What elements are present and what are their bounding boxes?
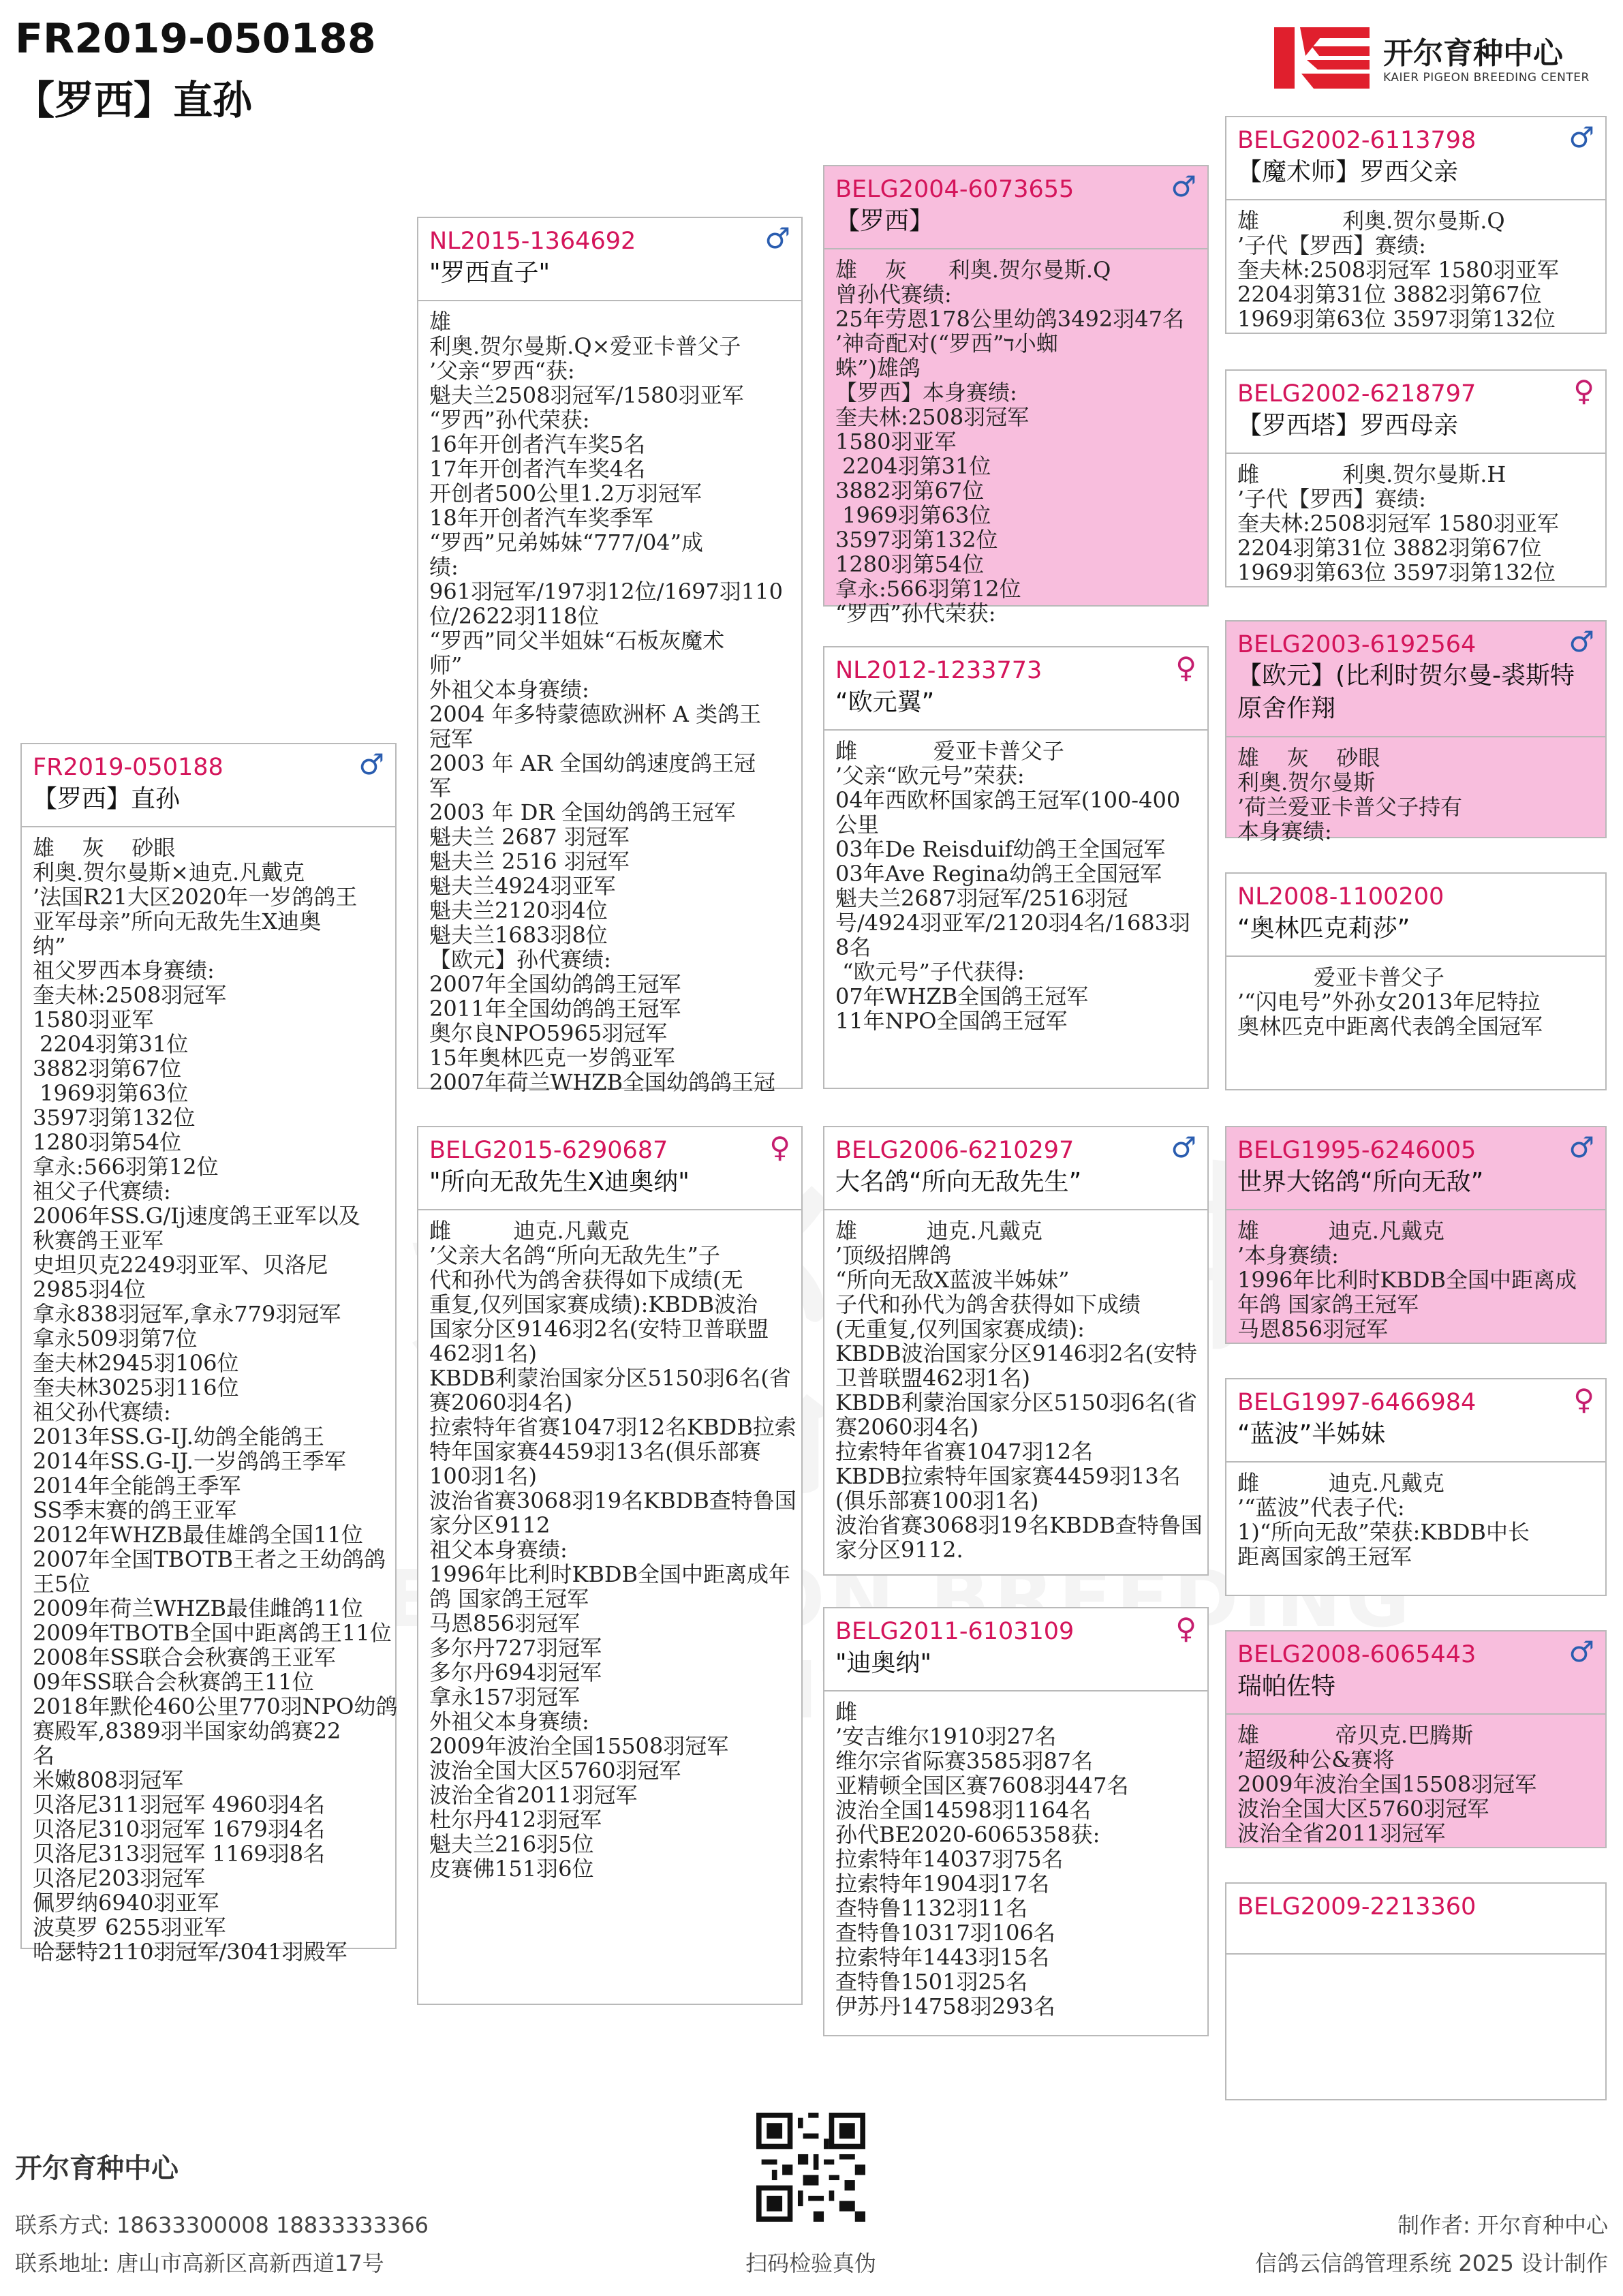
- info-line: 多尔丹694羽冠军: [429, 1659, 602, 1685]
- info-line: ’超级种公&赛将: [1237, 1747, 1395, 1773]
- card-name: 大名鸽“所向无敌先生”: [835, 1168, 1082, 1196]
- footer-org: 开尔育种中心: [15, 2153, 179, 2184]
- info-line: 伊苏丹14758羽293名: [835, 1993, 1055, 2019]
- info-line: 拉索特年省赛1047羽12名KBDB拉索: [429, 1414, 797, 1440]
- info-line: 雌 利奥.贺尔曼斯.H: [1237, 461, 1506, 487]
- info-line: 2204羽第31位: [835, 453, 991, 479]
- info-line: 【罗西】本身赛绩:: [835, 380, 1017, 405]
- info-line: 2007年全国幼鸽鸽王冠军: [429, 971, 681, 997]
- info-line: (无重复,仅列国家赛成绩):: [835, 1316, 1085, 1342]
- info-line: “罗西”孙代荣获:: [429, 407, 590, 433]
- card-dss: [1225, 1126, 1607, 1344]
- info-line: 2008年SS联合会秋赛鸽王亚军: [33, 1644, 336, 1670]
- info-line: 魁夫兰1683羽8位: [429, 922, 608, 948]
- info-line: 雄 灰 砂眼: [33, 835, 176, 861]
- info-line: (俱乐部赛100羽1名): [835, 1488, 1039, 1514]
- female-icon: ♀: [1175, 651, 1196, 684]
- male-icon: ♂: [358, 748, 384, 781]
- card-sire: [417, 217, 803, 1095]
- card-ssd: [1225, 369, 1607, 587]
- info-line: 2009年波治全国15508羽冠军: [1237, 1771, 1537, 1797]
- card-dam-sire: [823, 1126, 1209, 1576]
- info-line: 3597羽第132位: [835, 527, 998, 553]
- card-name: “奥林匹克莉莎”: [1237, 915, 1410, 943]
- card-info: [22, 827, 398, 1965]
- info-line: 波治全国大区5760羽冠军: [429, 1758, 681, 1784]
- info-line: 开创者500公里1.2万羽冠军: [429, 480, 702, 506]
- card-sire-sire: [823, 165, 1209, 626]
- info-line: 冠军: [429, 726, 474, 752]
- card-name: "迪奥纳": [835, 1649, 932, 1677]
- info-line: 拉索特年省赛1047羽12名: [835, 1439, 1094, 1465]
- info-line: 2004 年多特蒙德欧洲杯 A 类鸽王: [429, 701, 762, 727]
- card-ring: BELG2006-6210297: [835, 1137, 1075, 1164]
- info-line: 奎夫林:2508羽冠军: [835, 404, 1030, 430]
- info-line: 拿永838羽冠军,拿永779羽冠军: [33, 1301, 341, 1327]
- info-line: 03年De Reisduif幼鸽王全国冠军: [835, 836, 1166, 862]
- male-icon: ♂: [764, 221, 790, 255]
- info-line: 【欧元】孙代赛绩:: [429, 947, 611, 973]
- info-line: 佩罗纳6940羽亚军: [33, 1890, 219, 1916]
- info-line: ’父亲“欧元号”荣获:: [835, 763, 1025, 789]
- male-icon: ♂: [1171, 1131, 1196, 1164]
- footer-maker: 制作者: 开尔育种中心: [1397, 2212, 1608, 2238]
- info-line: 2204羽第31位: [33, 1031, 189, 1057]
- info-line: 2009年波治全国15508羽冠军: [429, 1733, 729, 1759]
- info-line: 祖父本身赛绩:: [429, 1537, 568, 1563]
- info-line: 拉索特年1443羽15名: [835, 1944, 1050, 1970]
- card-info: [1226, 957, 1605, 1039]
- info-line: 本身赛绩:: [1237, 818, 1332, 844]
- info-line: 距离国家鸽王冠军: [1237, 1544, 1412, 1570]
- info-line: 杜尔丹412羽冠军: [429, 1807, 602, 1833]
- kaier-logo-icon: [1274, 27, 1370, 89]
- info-line: 2013年SS.G-IJ.幼鸽全能鸽王: [33, 1424, 324, 1450]
- male-icon: ♂: [1568, 625, 1594, 658]
- card-name: 【罗西塔】罗西母亲: [1237, 412, 1459, 440]
- card-name: 【魔术师】罗西父亲: [1237, 158, 1459, 186]
- card-info: [418, 1210, 801, 1881]
- info-line: 孙代BE2020-6065358获:: [835, 1822, 1100, 1848]
- info-line: 奎夫林2945羽106位: [33, 1350, 239, 1376]
- info-line: 雄 灰 砂眼: [1237, 745, 1380, 771]
- card-name: 【欧元】(比利时贺尔曼-裘斯特原舍作翔: [1237, 662, 1575, 722]
- card-ring: NL2008-1100200: [1237, 883, 1444, 910]
- info-line: 代和孙代为鸽舍获得如下成绩(无: [429, 1267, 743, 1293]
- info-line: 波莫罗 6255羽亚军: [33, 1914, 226, 1940]
- card-ring: FR2019-050188: [33, 754, 223, 781]
- info-line: 公里: [835, 812, 880, 838]
- info-line: 1996年比利时KBDB全国中距离成: [1237, 1267, 1577, 1293]
- male-icon: ♂: [1568, 1131, 1594, 1164]
- female-icon: ♀: [1573, 374, 1594, 408]
- info-line: 2011年全国幼鸽鸽王冠军: [429, 996, 681, 1022]
- info-line: 8名: [835, 934, 871, 960]
- info-line: 1969羽第63位: [33, 1080, 189, 1106]
- qr-label: 扫码检验真伪: [745, 2250, 876, 2276]
- info-line: 1280羽第54位: [835, 551, 985, 577]
- card-info: [824, 1210, 1207, 1562]
- info-line: “欧元号”子代获得:: [835, 959, 1025, 985]
- info-line: 特年国家赛4459羽13名(俱乐部赛: [429, 1439, 761, 1465]
- info-line: 雄 帝贝克.巴腾斯: [1237, 1722, 1474, 1748]
- info-line: KBDB波治国家分区9146羽2名(安特: [835, 1341, 1197, 1366]
- info-line: 07年WHZB全国鸽王冠军: [835, 983, 1089, 1009]
- info-line: 雄: [429, 309, 452, 335]
- info-line: 雄 灰 利奥.贺尔曼斯.Q: [835, 257, 1111, 283]
- info-line: 2012年WHZB最佳雄鸽全国11位: [33, 1522, 363, 1548]
- info-line: ’“闪电号”外孙女2013年尼特拉: [1237, 989, 1541, 1015]
- info-line: 曾孙代赛绩:: [835, 281, 952, 307]
- info-line: 魁夫兰 2516 羽冠军: [429, 848, 630, 874]
- info-line: 家分区9112.: [835, 1537, 963, 1563]
- info-line: 马恩856羽冠军: [1237, 1316, 1389, 1342]
- info-line: 961羽冠军/197羽12位/1697羽110: [429, 579, 783, 604]
- info-line: 1969羽第63位 3597羽第132位: [1237, 306, 1556, 332]
- info-line: 马恩856羽冠军: [429, 1610, 581, 1636]
- info-line: 国家分区9146羽2名(安特卫普联盟: [429, 1316, 769, 1342]
- card-name: 【罗西】: [835, 207, 934, 235]
- card-name: “蓝波”半姊妹: [1237, 1420, 1386, 1448]
- info-line: KBDB利蒙治国家分区5150羽6名(省: [429, 1365, 791, 1391]
- card-info: [1226, 737, 1605, 844]
- card-name: “欧元翼”: [835, 688, 935, 716]
- card-info: [824, 731, 1207, 1033]
- card-ring: NL2015-1364692: [429, 228, 636, 255]
- info-line: 03年Ave Regina幼鸽王全国冠军: [835, 861, 1162, 887]
- male-icon: ♂: [1568, 1635, 1594, 1668]
- info-line: 利奥.贺尔曼斯: [1237, 769, 1376, 795]
- card-ring: BELG2008-6065443: [1237, 1641, 1477, 1668]
- info-line: 拿永:566羽第12位: [835, 576, 1021, 602]
- info-line: 亚军母亲”所向无敌先生X迪奥: [33, 908, 322, 934]
- card-ring: BELG2004-6073655: [835, 176, 1075, 203]
- info-line: 号/4924羽亚军/2120羽4名/1683羽: [835, 910, 1191, 936]
- info-line: KBDB利蒙治国家分区5150羽6名(省: [835, 1390, 1197, 1415]
- info-line: 1969羽第63位 3597羽第132位: [1237, 560, 1556, 585]
- info-line: 奎夫林3025羽116位: [33, 1375, 239, 1400]
- card-info: [824, 249, 1207, 626]
- info-line: 2009年TBOTB全国中距离鸽王11位: [33, 1620, 392, 1646]
- info-line: 2007年全国TBOTB王者之王幼鸽鸽: [33, 1546, 386, 1572]
- card-info: [418, 301, 801, 1095]
- info-line: 家分区9112: [429, 1512, 551, 1538]
- info-line: 奎夫林:2508羽冠军: [33, 982, 227, 1008]
- info-line: 哈瑟特2110羽冠军/3041羽殿军: [33, 1939, 347, 1965]
- card-info: [1226, 1210, 1605, 1341]
- brand-logo: [1274, 27, 1601, 89]
- info-line: “罗西”兄弟姊妹“777/04”成: [429, 530, 704, 555]
- info-line: 皮赛佛151羽6位: [429, 1856, 594, 1882]
- info-line: 名: [33, 1743, 55, 1769]
- footer-contact: 联系方式: 18633300008 18833333366: [15, 2212, 429, 2238]
- card-sdd: [1225, 872, 1607, 1090]
- info-line: 拉索特年14037羽75名: [835, 1846, 1064, 1872]
- card-ring: BELG1997-6466984: [1237, 1389, 1477, 1416]
- info-line: 拿永:566羽第12位: [33, 1154, 219, 1180]
- info-line: 1969羽第63位: [835, 502, 991, 528]
- info-line: 16年开创者汽车奖5名: [429, 431, 646, 457]
- info-line: 1580羽亚军: [835, 429, 957, 455]
- card-ring: BELG2009-2213360: [1237, 1893, 1477, 1920]
- info-line: 纳”: [33, 933, 66, 959]
- female-icon: ♀: [1175, 1612, 1196, 1645]
- card-info: [1226, 454, 1605, 585]
- info-line: 史坦贝克2249羽亚军、贝洛尼: [33, 1252, 328, 1278]
- info-line: ’本身赛绩:: [1237, 1242, 1339, 1268]
- info-line: 2003 年 DR 全国幼鸽鸽王冠军: [429, 799, 736, 825]
- footer-system: 信鸽云信鸽管理系统 2025 设计制作: [1255, 2250, 1608, 2276]
- info-line: 年鸽 国家鸽王冠军: [1237, 1291, 1419, 1317]
- info-line: 波治全省2011羽冠军: [429, 1782, 638, 1808]
- card-ring: BELG2003-6192564: [1237, 631, 1477, 658]
- info-line: 王5位: [33, 1571, 91, 1597]
- info-line: 拿永157羽冠军: [429, 1684, 581, 1710]
- info-line: 贝洛尼311羽冠军 4960羽4名: [33, 1792, 326, 1818]
- card-sds: [1225, 620, 1607, 844]
- info-line: 2003 年 AR 全国幼鸽速度鸽王冠: [429, 750, 756, 776]
- info-line: 25年劳恩178公里幼鸽3492羽47名: [835, 306, 1184, 332]
- info-line: “所向无敌X蓝波半姊妹”: [835, 1267, 1070, 1293]
- info-line: 维尔宗省际赛3585羽87名: [835, 1748, 1094, 1774]
- card-name: 世界大铭鸽“所向无敌”: [1237, 1168, 1484, 1196]
- male-icon: ♂: [1171, 170, 1196, 203]
- info-line: 贝洛尼310羽冠军 1679羽4名: [33, 1816, 326, 1842]
- info-line: 2009年荷兰WHZB最佳雌鸽11位: [33, 1595, 363, 1621]
- info-line: 09年SS联合会秋赛鸽王11位: [33, 1669, 314, 1695]
- info-line: 魁夫兰 2687 羽冠军: [429, 824, 630, 850]
- info-line: 魁夫兰2687羽冠军/2516羽冠: [835, 885, 1128, 911]
- info-line: KBDB拉索特年国家赛4459羽13名: [835, 1463, 1181, 1489]
- info-line: 3597羽第132位: [33, 1105, 196, 1131]
- info-line: 鸽 国家鸽王冠军: [429, 1586, 589, 1612]
- info-line: ’父亲大名鸽“所向无敌先生”子: [429, 1242, 720, 1268]
- pigeon-ring-number: FR2019-050188: [15, 15, 376, 63]
- info-line: 师”: [429, 652, 463, 678]
- card-info: [824, 1692, 1207, 2019]
- info-line: ’父亲“罗西“获:: [429, 358, 575, 384]
- info-line: 奥尔良NPO5965羽冠军: [429, 1020, 668, 1046]
- info-line: 赛2060羽4名): [835, 1414, 979, 1440]
- info-line: 贝洛尼203羽冠军: [33, 1865, 206, 1891]
- info-line: 利奥.贺尔曼斯×迪克.凡戴克: [33, 859, 305, 885]
- logo-text-en: KAIER PIGEON BREEDING CENTER: [1383, 71, 1590, 85]
- info-line: 波治省赛3068羽19名KBDB查特鲁国: [429, 1488, 797, 1514]
- info-line: 拿永509羽第7位: [33, 1326, 198, 1351]
- info-line: 赛2060羽4名): [429, 1390, 573, 1415]
- info-line: 贝洛尼313羽冠军 1169羽8名: [33, 1841, 326, 1867]
- info-line: 米嫩808羽冠军: [33, 1767, 184, 1793]
- info-line: 雄 迪克.凡戴克: [835, 1218, 1042, 1244]
- info-line: 查特鲁1501羽25名: [835, 1969, 1028, 1995]
- info-line: 2204羽第31位 3882羽第67位: [1237, 281, 1542, 307]
- info-line: 波治省赛3068羽19名KBDB查特鲁国: [835, 1512, 1203, 1538]
- info-line: 爱亚卡普父子: [1237, 964, 1444, 990]
- card-info: [1226, 200, 1605, 331]
- info-line: 100羽1名): [429, 1463, 537, 1489]
- card-name: "罗西直子": [429, 259, 551, 287]
- info-line: 拉索特年1904羽17名: [835, 1871, 1050, 1897]
- info-line: 2014年SS.G-IJ.一岁鸽鸽王季军: [33, 1448, 346, 1474]
- info-line: 2006年SS.G/Ij速度鸽王亚军以及: [33, 1203, 360, 1229]
- card-sire-dam: [823, 646, 1209, 1089]
- info-line: 魁夫兰2508羽冠军/1580羽亚军: [429, 382, 744, 408]
- info-line: 奎夫林:2508羽冠军 1580羽亚军: [1237, 510, 1559, 536]
- card-info: [1226, 1715, 1605, 1846]
- info-line: 15年奥林匹克一岁鸽亚军: [429, 1045, 675, 1071]
- info-line: 雌 爱亚卡普父子: [835, 738, 1064, 764]
- info-line: 462羽1名): [429, 1341, 537, 1366]
- card-ring: BELG1995-6246005: [1237, 1137, 1477, 1164]
- info-line: 魁夫兰4924羽亚军: [429, 873, 616, 899]
- card-dsd: [1225, 1378, 1607, 1596]
- info-line: 波治全省2011羽冠军: [1237, 1820, 1446, 1846]
- info-line: 1280羽第54位: [33, 1129, 182, 1155]
- info-line: 赛殿军,8389羽半国家幼鸽赛22: [33, 1718, 341, 1744]
- pigeon-title: 【罗西】直孙: [15, 77, 253, 123]
- card-name: 【罗西】直孙: [33, 785, 181, 813]
- info-line: 雄 迪克.凡戴克: [1237, 1218, 1444, 1244]
- info-line: 魁夫兰2120羽4位: [429, 898, 608, 923]
- card-ring: BELG2011-6103109: [835, 1618, 1075, 1645]
- info-line: 2007年荷兰WHZB全国幼鸽鸽王冠: [429, 1069, 775, 1095]
- info-line: ’子代【罗西】赛绩:: [1237, 232, 1426, 258]
- info-line: 外祖父本身赛绩:: [429, 1709, 589, 1734]
- info-line: 11年NPO全国鸽王冠军: [835, 1008, 1068, 1034]
- info-line: 18年开创者汽车奖季军: [429, 505, 653, 531]
- info-line: 外祖父本身赛绩:: [429, 677, 589, 703]
- info-line: ’法国R21大区2020年一岁鸽鸽王: [33, 884, 358, 910]
- card-ring: BELG2002-6113798: [1237, 127, 1477, 154]
- card-dds: [1225, 1630, 1607, 1848]
- card-sss: [1225, 116, 1607, 334]
- info-line: 利奥.贺尔曼斯.Q×爱亚卡普父子: [429, 333, 741, 359]
- info-line: ’神奇配对(“罗西”ד小蜘: [835, 331, 1058, 356]
- info-line: 多尔丹727羽冠军: [429, 1635, 602, 1661]
- info-line: 雌 迪克.凡戴克: [1237, 1470, 1444, 1496]
- info-line: 1996年比利时KBDB全国中距离成年: [429, 1561, 791, 1587]
- info-line: 3882羽第67位: [33, 1056, 182, 1082]
- card-dam: [417, 1126, 803, 2005]
- info-line: 绩:: [429, 554, 459, 580]
- info-line: 亚精顿全国区赛7608羽447名: [835, 1773, 1129, 1798]
- info-line: 查特鲁1132羽11名: [835, 1895, 1028, 1921]
- male-icon: ♂: [1568, 121, 1594, 154]
- card-subject: [20, 743, 398, 1965]
- info-line: 波治全国大区5760羽冠军: [1237, 1796, 1489, 1822]
- info-line: 魁夫兰216羽5位: [429, 1831, 594, 1857]
- info-line: 军: [429, 775, 452, 801]
- card-ddd: [1225, 1882, 1607, 2100]
- info-line: 祖父子代赛绩:: [33, 1178, 171, 1204]
- info-line: 查特鲁10317羽106名: [835, 1920, 1055, 1946]
- info-line: 重复,仅列国家赛成绩):KBDB波治: [429, 1291, 758, 1317]
- info-line: 雄 利奥.贺尔曼斯.Q: [1237, 208, 1505, 234]
- female-icon: ♀: [1573, 1383, 1594, 1416]
- info-line: 雌 迪克.凡戴克: [429, 1218, 630, 1244]
- info-line: ’“蓝波”代表子代:: [1237, 1495, 1405, 1520]
- card-name: 瑞帕佐特: [1237, 1672, 1336, 1700]
- logo-text-cn: 开尔育种中心: [1383, 36, 1563, 71]
- qr-code-icon[interactable]: [756, 2113, 865, 2222]
- info-line: 祖父孙代赛绩:: [33, 1399, 171, 1425]
- info-line: 2204羽第31位 3882羽第67位: [1237, 535, 1542, 561]
- info-line: 2018年默伦460公里770羽NPO幼鸽: [33, 1694, 398, 1719]
- female-icon: ♀: [769, 1131, 790, 1164]
- info-line: 波治全国14598羽1164名: [835, 1797, 1092, 1823]
- info-line: 位/2622羽118位: [429, 603, 600, 629]
- card-name: "所向无敌先生X迪奥纳": [429, 1168, 690, 1196]
- info-line: 雌: [835, 1699, 858, 1725]
- info-line: 1580羽亚军: [33, 1007, 154, 1032]
- info-line: 04年西欧杯国家鸽王冠军(100-400: [835, 787, 1181, 813]
- info-line: 奥林匹克中距离代表鸽全国冠军: [1237, 1013, 1543, 1039]
- info-line: 17年开创者汽车奖4名: [429, 456, 646, 482]
- info-line: ’安吉维尔1910羽27名: [835, 1724, 1057, 1749]
- info-line: 1)“所向无敌”荣获:KBDB中长: [1237, 1519, 1530, 1545]
- info-line: 2014年全能鸽王季军: [33, 1473, 241, 1499]
- info-line: SS季末赛的鸽王亚军: [33, 1497, 237, 1523]
- info-line: ’荷兰爱亚卡普父子持有: [1237, 794, 1463, 820]
- info-line: 3882羽第67位: [835, 478, 985, 504]
- card-info: [1226, 1463, 1605, 1569]
- footer-address: 联系地址: 唐山市高新区高新西道17号: [15, 2250, 384, 2276]
- info-line: “罗西”同父半姐妹“石板灰魔术: [429, 628, 725, 654]
- info-line: 子代和孙代为鸽舍获得如下成绩: [835, 1291, 1141, 1317]
- info-line: ’顶级招牌鸽: [835, 1242, 952, 1268]
- card-ring: NL2012-1233773: [835, 657, 1042, 684]
- info-line: 蛛”)雄鸽: [835, 355, 921, 381]
- card-dam-dam: [823, 1607, 1209, 2036]
- info-line: ’子代【罗西】赛绩:: [1237, 486, 1426, 512]
- card-ring: BELG2002-6218797: [1237, 380, 1477, 408]
- info-line: 祖父罗西本身赛绩:: [33, 958, 215, 983]
- info-line: 奎夫林:2508羽冠军 1580羽亚军: [1237, 257, 1559, 283]
- info-line: “罗西”孙代荣获:: [835, 600, 996, 626]
- info-line: 卫普联盟462羽1名): [835, 1365, 1030, 1391]
- card-ring: BELG2015-6290687: [429, 1137, 668, 1164]
- info-line: 秋赛鸽王亚军: [33, 1227, 164, 1253]
- info-line: 2985羽4位: [33, 1276, 146, 1302]
